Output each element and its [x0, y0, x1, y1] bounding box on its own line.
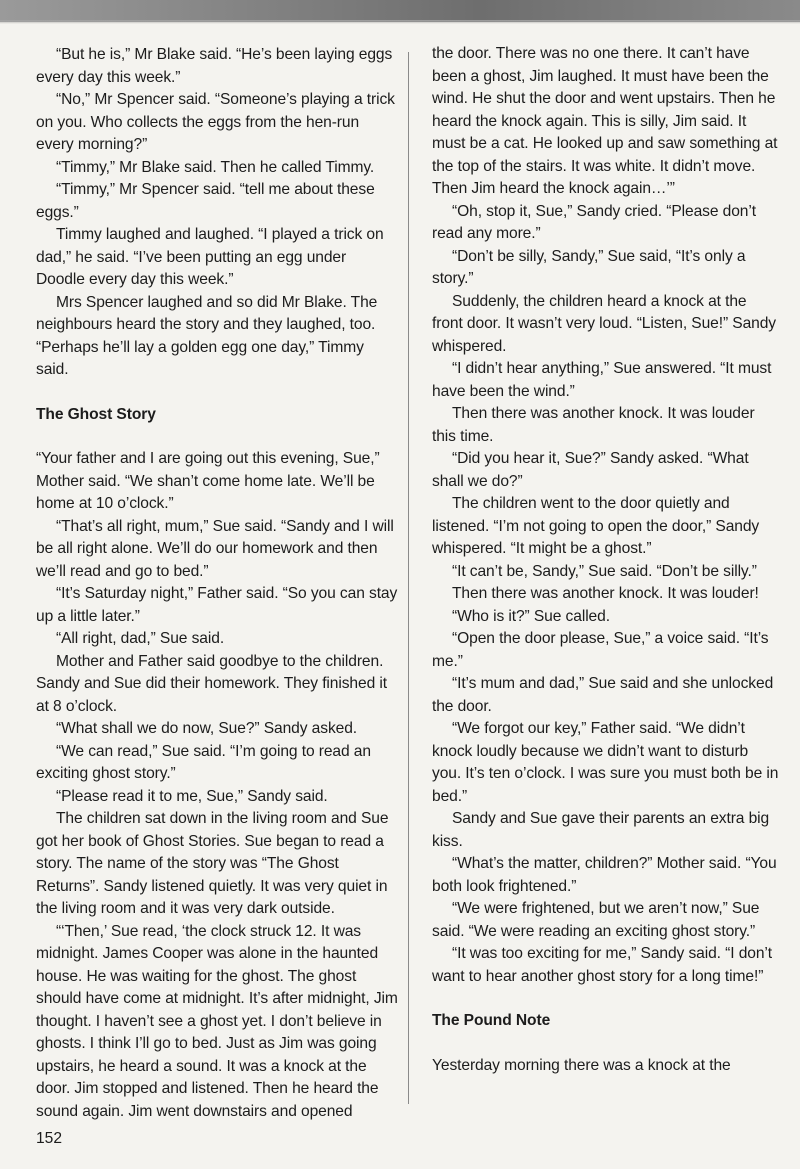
paragraph: “Open the door please, Sue,” a voice said. “It’s me.”: [432, 630, 769, 670]
paragraph: “What’s the matter, children?” Mother said. “You both look frightened.”: [432, 855, 777, 895]
left-column: [36, 44, 398, 1123]
paragraph: Timmy laughed and laughed. “I played a trick on dad,” he said. “I’ve been putting an egg under Doodle every day this week.”: [36, 226, 384, 288]
paragraph: Mother and Father said goodbye to the children. Sandy and Sue did their homework. They finished it at 8 o’clock.: [36, 652, 387, 715]
paragraph: Then there was another knock. It was louder!: [452, 585, 759, 602]
page-top-band: [0, 0, 800, 22]
paragraph: “Who is it?” Sue called.: [452, 607, 610, 625]
paragraph-continuation: the door. There was no one there. It can’t have been a ghost, Jim laughed. It must have been the wind. He shut the door and went upstairs. Then he heard the knock again. This is silly, Jim said. It must be a cat. He looked up and saw something at the top of the stairs. It was white. It didn’t move. Then Jim heard the knock again…’”: [432, 45, 778, 197]
paragraph: “It’s mum and dad,” Sue said and she unlocked the door.: [432, 675, 774, 715]
paragraph: “But he is,” Mr Blake said. “He’s been laying eggs every day this week.”: [36, 46, 393, 86]
paragraph: “We were frightened, but we aren’t now,” Sue said. “We were reading an exciting ghost story.”: [432, 900, 760, 940]
paragraph: “Please read it to me, Sue,” Sandy said.: [56, 787, 328, 805]
paragraph: “Don’t be silly, Sandy,” Sue said, “It’s only a story.”: [432, 247, 746, 287]
right-column: [432, 43, 780, 1077]
paragraph: “All right, dad,” Sue said.: [56, 630, 225, 647]
paragraph: “We forgot our key,” Father said. “We didn’t knock loudly because we didn’t want to disturb you. It’s ten o’clock. I was sure you must both be in bed.”: [432, 720, 779, 805]
paragraph: “It was too exciting for me,” Sandy said. “I don’t want to hear another ghost story for a long time!”: [432, 945, 773, 985]
paragraph: “We can read,” Sue said. “I’m going to read an exciting ghost story.”: [36, 742, 371, 782]
paragraph: “What shall we do now, Sue?” Sandy asked.: [56, 720, 358, 737]
paragraph: “Your father and I are going out this evening, Sue,” Mother said. “We shan’t come home late. We’ll be home at 10 o’clock.”: [36, 450, 380, 512]
paragraph: The children went to the door quietly and listened. “I’m not going to open the door,” Sandy whispered. “It might be a ghost.”: [432, 495, 760, 557]
paragraph: Suddenly, the children heard a knock at the front door. It wasn’t very loud. “Listen, Sue!” Sandy whispered.: [432, 292, 777, 355]
paragraph: Then there was another knock. It was louder this time.: [432, 405, 755, 445]
paragraph: Mrs Spencer laughed and so did Mr Blake. The neighbours heard the story and they laughed, too. “Perhaps he’ll lay a golden egg one day,” Timmy said.: [36, 293, 378, 378]
paragraph: “Oh, stop it, Sue,” Sandy cried. “Please don’t read any more.”: [432, 202, 756, 242]
paragraph: “Did you hear it, Sue?” Sandy asked. “What shall we do?”: [432, 450, 749, 490]
column-divider: [408, 52, 409, 1104]
page-number: 152: [36, 1130, 63, 1147]
paragraph: Yesterday morning there was a knock at the: [432, 1056, 731, 1074]
paragraph: Sandy and Sue gave their parents an extra big kiss.: [432, 810, 770, 850]
paragraph: “I didn’t hear anything,” Sue answered. “It must have been the wind.”: [432, 360, 772, 400]
paragraph: “It can’t be, Sandy,” Sue said. “Don’t be silly.”: [452, 562, 757, 580]
paragraph: “It’s Saturday night,” Father said. “So you can stay up a little later.”: [36, 585, 398, 625]
paragraph: “Timmy,” Mr Blake said. Then he called Timmy.: [56, 158, 375, 176]
paragraph: “That’s all right, mum,” Sue said. “Sandy and I will be all right alone. We’ll do our homework and then we’ll read and go to bed.”: [36, 517, 394, 580]
paragraph: “Timmy,” Mr Spencer said. “tell me about these eggs.”: [36, 181, 375, 221]
paragraph: The children sat down in the living room and Sue got her book of Ghost Stories. Sue began to read a story. The name of the story was “The Ghost Returns”. Sandy listened quietly. It was very quiet in the living room and it was very dark outside.: [36, 810, 389, 917]
paragraph: “No,” Mr Spencer said. “Someone’s playing a trick on you. Who collects the eggs from the hen-run every morning?”: [36, 91, 395, 153]
section-heading-pound-note: The Pound Note: [432, 1012, 551, 1029]
section-heading-ghost-story: The Ghost Story: [36, 405, 156, 423]
paragraph: “‘Then,’ Sue read, ‘the clock struck 12. It was midnight. James Cooper was alone in the haunted house. He was waiting for the ghost. The ghost should have come at midnight. It’s after midnight, Jim thought. I haven’t see a ghost yet. I don’t believe in ghosts. I think I’ll go to bed. Just as Jim was going upstairs, he heard a sound. It was a knock at the door. Jim stopped and listened. Then he heard the sound again. Jim went downstairs and opened: [36, 922, 398, 1120]
